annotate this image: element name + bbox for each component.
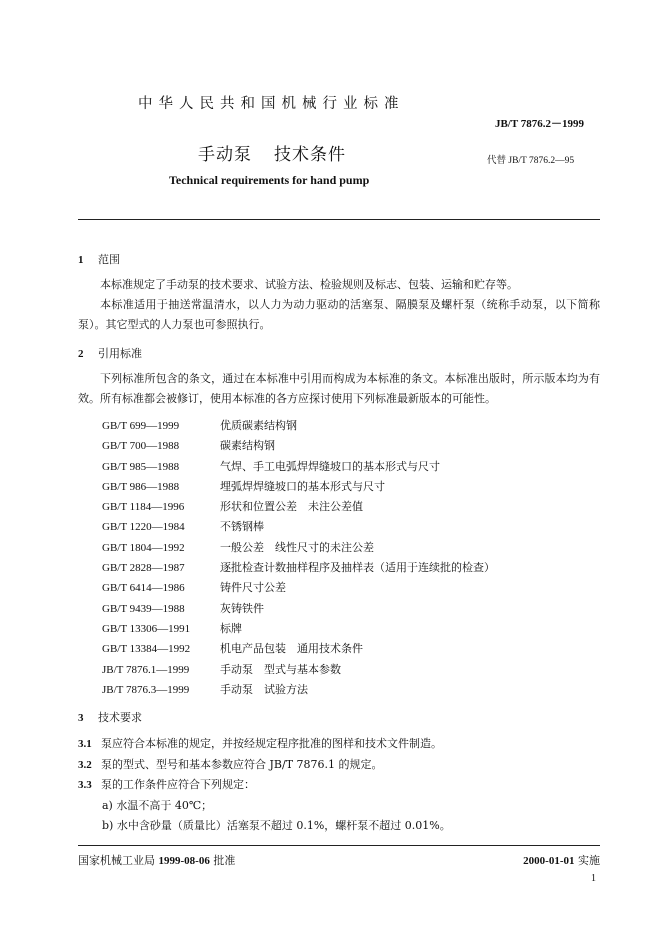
approval-word: 批准: [213, 854, 236, 867]
reference-code: GB/T 700—1988: [102, 440, 180, 453]
reference-item: [78, 679, 600, 699]
section-scope: [78, 249, 600, 335]
reference-name: 不锈钢棒: [220, 520, 264, 534]
reference-item: [78, 476, 600, 496]
reference-code: GB/T 2828—1987: [102, 562, 185, 575]
clause: [78, 774, 600, 795]
clause-text: 泵应符合本标准的规定，并按经规定程序批准的图样和技术文件制造。: [101, 737, 442, 751]
clause-text: 泵的工作条件应符合下列规定：: [101, 778, 255, 792]
reference-item: [78, 496, 600, 516]
clause-number: 3.2: [78, 758, 92, 771]
reference-item: [78, 638, 600, 658]
reference-item: [78, 435, 600, 455]
title-part-1: 手动泵: [198, 145, 252, 165]
reference-code: GB/T 13384—1992: [102, 643, 191, 656]
reference-code: GB/T 1804—1992: [102, 541, 185, 554]
standard-category-title: 中华人民共和国机械行业标准: [138, 96, 405, 112]
scope-paragraph-1: 本标准规定了手动泵的技术要求、试验方法、检验规则及标志、包装、运输和贮存等。: [100, 278, 518, 291]
reference-item: [78, 659, 600, 679]
reference-name: 手动泵 型式与基本参数: [220, 662, 341, 676]
section-heading: [78, 343, 600, 363]
title-part-2: 技术条件: [274, 145, 346, 165]
reference-item: [78, 618, 600, 638]
section-title: 技术要求: [98, 711, 142, 725]
reference-name: 机电产品包装 通用技术条件: [220, 642, 363, 656]
page-number: 1: [591, 873, 596, 884]
reference-item: [78, 577, 600, 597]
replaces-standard: 代替 JB/T 7876.2—95: [487, 156, 575, 166]
reference-name: 埋弧焊焊缝坡口的基本形式与尺寸: [220, 479, 385, 493]
section-normative-references: [78, 343, 600, 699]
reference-code: GB/T 9439—1988: [102, 602, 185, 615]
approval-date: 1999-08-06: [158, 855, 210, 867]
reference-name: 手动泵 试验方法: [220, 682, 308, 696]
references-intro: 下列标准所包含的条文，通过在本标准中引用而构成为本标准的条文。本标准出版时，所示版本均为有效。所有标准都会被修订，使用本标准的各方应探讨使用下列标准最新版本的可能性。: [78, 372, 600, 405]
reference-code: GB/T 986—1988: [102, 480, 180, 493]
section-number: 1: [78, 254, 84, 266]
reference-code: GB/T 6414—1986: [102, 582, 185, 595]
english-title: Technical requirements for hand pump: [169, 173, 370, 187]
reference-list: [78, 415, 600, 699]
reference-code: JB/T 7876.3—1999: [102, 683, 190, 696]
standard-number: JB/T 7876.2－1999: [494, 118, 584, 130]
reference-code: GB/T 13306—1991: [102, 622, 191, 635]
reference-item: [78, 598, 600, 618]
reference-item: [78, 537, 600, 557]
reference-name: 气焊、手工电弧焊焊缝坡口的基本形式与尺寸: [220, 459, 440, 473]
list-item: b) 水中含砂量（质量比）活塞泵不超过 0.1%，螺杆泵不超过 0.01%。: [102, 819, 451, 833]
reference-name: 铸件尺寸公差: [220, 581, 286, 595]
clause: [78, 754, 600, 775]
section-technical-requirements: [78, 707, 600, 836]
reference-name: 形状和位置公差 未注公差值: [220, 500, 363, 514]
reference-code: GB/T 1220—1984: [102, 521, 185, 534]
clause-text: 泵的型式、型号和基本参数应符合 JB/T 7876.1 的规定。: [101, 757, 383, 771]
implementation-date: 2000-01-01: [523, 855, 575, 867]
list-item: a) 水温不高于 40℃；: [102, 798, 213, 812]
section-number: 2: [78, 348, 84, 360]
reference-item: [78, 456, 600, 476]
reference-name: 碳素结构钢: [220, 439, 275, 453]
issuing-authority: 国家机械工业局: [78, 854, 155, 867]
document-title: [198, 140, 346, 165]
reference-name: 一般公差 线性尺寸的未注公差: [220, 540, 374, 554]
reference-code: GB/T 699—1999: [102, 420, 180, 432]
section-heading: [78, 249, 600, 269]
section-title: 范围: [98, 253, 120, 266]
section-title: 引用标准: [98, 347, 142, 360]
clause-number: 3.3: [78, 779, 92, 792]
reference-item: [78, 557, 600, 577]
reference-code: GB/T 1184—1996: [102, 501, 185, 514]
footer-divider: [78, 845, 600, 846]
section-number: 3: [78, 712, 84, 725]
scope-paragraph-2: 本标准适用于抽送常温清水，以人力为动力驱动的活塞泵、隔膜泵及螺杆泵（统称手动泵，以下简称泵）。其它型式的人力泵也可参照执行。: [78, 298, 600, 331]
reference-name: 优质碳素结构钢: [220, 419, 297, 432]
section-heading: [78, 707, 600, 727]
reference-item: [78, 415, 600, 435]
header-divider: [78, 219, 600, 220]
reference-code: GB/T 985—1988: [102, 460, 180, 473]
approval-line: [78, 852, 235, 868]
reference-name: 逐批检查计数抽样程序及抽样表（适用于连续批的检查）: [220, 561, 495, 575]
reference-item: [78, 516, 600, 536]
implementation-word: 实施: [578, 854, 600, 867]
implementation-line: [523, 852, 600, 868]
clause-number: 3.1: [78, 738, 92, 751]
reference-code: JB/T 7876.1—1999: [102, 663, 190, 676]
document-body: [78, 249, 600, 836]
reference-name: 标牌: [220, 621, 242, 635]
clause: [78, 733, 600, 754]
reference-name: 灰铸铁件: [220, 601, 264, 615]
